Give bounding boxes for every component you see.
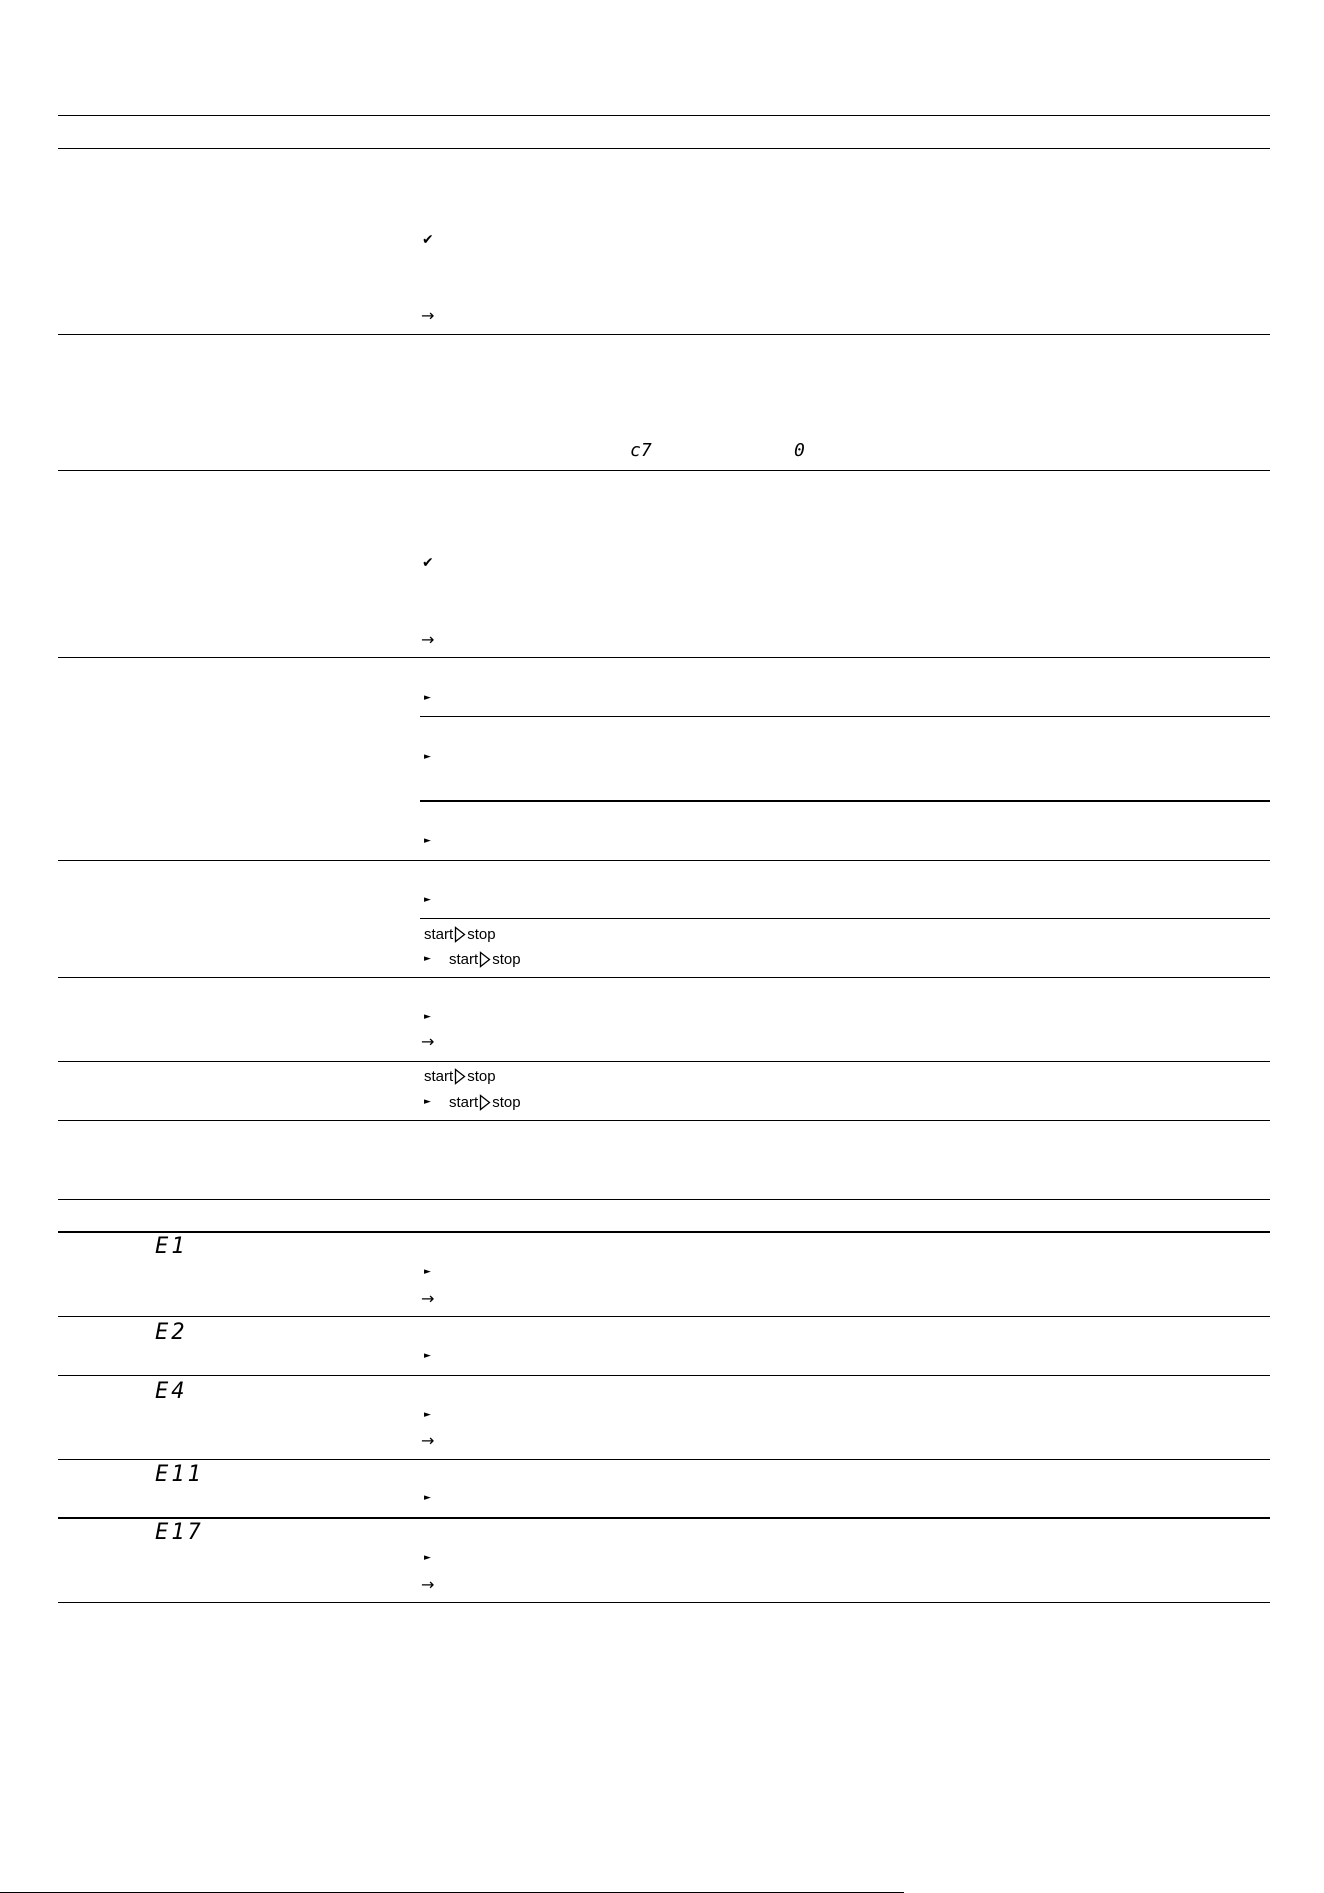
arrow-right-icon: → (421, 1032, 435, 1051)
rule (58, 115, 1270, 116)
start-label: start (449, 1094, 479, 1111)
start-stop-button-label (424, 1068, 496, 1085)
stop-label: stop (492, 951, 521, 968)
bullet-icon: ► (424, 1097, 431, 1107)
stop-label: stop (492, 1094, 521, 1111)
bullet-icon: ► (424, 1553, 431, 1563)
rule (420, 716, 1270, 717)
arrow-right-icon: → (421, 1289, 435, 1308)
arrow-right-icon: → (421, 630, 435, 649)
rule (58, 470, 1270, 471)
arrow-right-icon: → (421, 306, 435, 325)
rule (58, 1231, 1270, 1233)
bullet-icon: ► (424, 1493, 431, 1503)
rule (58, 1316, 1270, 1317)
rule (58, 1061, 1270, 1062)
rule (420, 918, 1270, 919)
display-code-c7: c7 (630, 440, 652, 461)
arrow-right-icon: → (421, 1575, 435, 1594)
bullet-icon: ► (424, 752, 431, 762)
start-label: start (449, 951, 479, 968)
play-icon (479, 1094, 491, 1111)
rule (58, 148, 1270, 149)
bullet-icon: ► (424, 1012, 431, 1022)
rule (58, 1199, 1270, 1200)
rule (58, 1602, 1270, 1603)
check-icon: ✔ (422, 555, 434, 571)
play-icon (454, 926, 466, 943)
error-code: E11 (155, 1462, 204, 1487)
bullet-icon: ► (424, 1351, 431, 1361)
arrow-right-icon: → (421, 1431, 435, 1450)
start-label: start (424, 1068, 454, 1085)
bullet-icon: ► (424, 836, 431, 846)
rule (58, 334, 1270, 335)
start-label: start (424, 926, 454, 943)
bullet-icon: ► (424, 1267, 431, 1277)
rule (420, 800, 1270, 802)
bullet-icon: ► (424, 895, 431, 905)
start-stop-button-label (449, 951, 521, 968)
play-icon (454, 1068, 466, 1085)
rule (58, 1517, 1270, 1519)
start-stop-button-label (449, 1094, 521, 1111)
display-code-zero: 0 (794, 440, 805, 461)
error-code: E4 (155, 1379, 188, 1404)
stop-label: stop (467, 1068, 496, 1085)
start-stop-button-label (424, 926, 496, 943)
rule (58, 657, 1270, 658)
bullet-icon: ► (424, 954, 431, 964)
rule (58, 1375, 1270, 1376)
play-icon (479, 951, 491, 968)
rule (58, 860, 1270, 861)
rule (58, 977, 1270, 978)
error-code: E17 (155, 1520, 204, 1545)
check-icon: ✔ (422, 232, 434, 248)
rule (58, 1459, 1270, 1460)
rule (58, 1120, 1270, 1121)
bullet-icon: ► (424, 693, 431, 703)
bullet-icon: ► (424, 1410, 431, 1420)
error-code: E1 (155, 1234, 188, 1259)
stop-label: stop (467, 926, 496, 943)
error-code: E2 (155, 1320, 188, 1345)
